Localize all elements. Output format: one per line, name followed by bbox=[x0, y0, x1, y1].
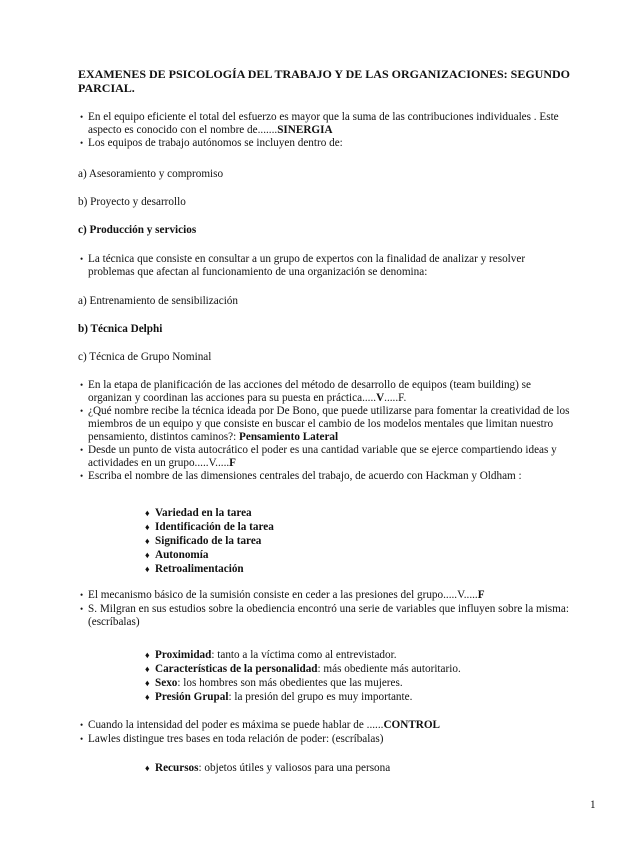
diamond-bullet-icon: ♦ bbox=[145, 508, 150, 518]
diamond-bullet-icon: ♦ bbox=[145, 564, 150, 574]
diamond-bullet-icon: ♦ bbox=[145, 664, 150, 674]
list-item: Significado de la tarea bbox=[155, 535, 262, 547]
q3-option-c: c) Técnica de Grupo Nominal bbox=[78, 351, 212, 363]
bullet-icon: • bbox=[80, 112, 84, 122]
doc-title: EXAMENES DE PSICOLOGÍA DEL TRABAJO Y DE LAS ORGANIZACIONES: SEGUNDO bbox=[78, 67, 570, 81]
q9-text: S. Milgran en sus estudios sobre la obediencia encontró una serie de variables que influyen sobre la misma: bbox=[88, 603, 569, 615]
q4-text: En la etapa de planificación de las acciones del método de desarrollo de equipos (team building) se bbox=[88, 379, 531, 391]
page-number: 1 bbox=[590, 799, 596, 811]
q1-text-2: aspecto es conocido con el nombre de.......SINERGIA bbox=[88, 124, 333, 136]
bullet-icon: • bbox=[80, 604, 84, 614]
q8-text: El mecanismo básico de la sumisión consiste en ceder a las presiones del grupo.....V.....F bbox=[88, 589, 485, 601]
q4-text-2: organizan y coordinan las acciones para su puesta en práctica.....V.....F. bbox=[88, 392, 407, 404]
list-item: Sexo: los hombres son más obedientes que las mujeres. bbox=[155, 677, 403, 689]
diamond-bullet-icon: ♦ bbox=[145, 678, 150, 688]
diamond-bullet-icon: ♦ bbox=[145, 522, 150, 532]
doc-title-cont: PARCIAL. bbox=[78, 81, 135, 95]
bullet-icon: • bbox=[80, 406, 84, 416]
list-item: Recursos: objetos útiles y valiosos para una persona bbox=[155, 762, 391, 774]
bullet-icon: • bbox=[80, 590, 84, 600]
diamond-bullet-icon: ♦ bbox=[145, 692, 150, 702]
list-item: Variedad en la tarea bbox=[155, 507, 252, 519]
bullet-icon: • bbox=[80, 380, 84, 390]
q6-text: Desde un punto de vista autocrático el poder es una cantidad variable que se ejerce compartiendo ideas y bbox=[88, 444, 557, 456]
q2-text: Los equipos de trabajo autónomos se incluyen dentro de: bbox=[88, 137, 343, 149]
q1-text: En el equipo eficiente el total del esfuerzo es mayor que la suma de las contribuciones individuales . Este bbox=[88, 111, 559, 123]
diamond-bullet-icon: ♦ bbox=[145, 763, 150, 773]
q2-option-c: c) Producción y servicios bbox=[78, 224, 197, 236]
bullet-icon: • bbox=[80, 138, 84, 148]
q6-text-2: actividades en un grupo.....V.....F bbox=[88, 457, 237, 469]
q2-option-b: b) Proyecto y desarrollo bbox=[78, 196, 186, 208]
list-item: Características de la personalidad: más obediente más autoritario. bbox=[155, 663, 461, 675]
q5-text-3: pensamiento, distintos caminos?: Pensamiento Lateral bbox=[88, 431, 339, 443]
q5-text: ¿Qué nombre recibe la técnica ideada por De Bono, que puede utilizarse para fomentar la creatividad de los bbox=[88, 405, 570, 417]
diamond-bullet-icon: ♦ bbox=[145, 536, 150, 546]
list-item: Identificación de la tarea bbox=[155, 521, 274, 533]
q3-text: La técnica que consiste en consultar a un grupo de expertos con la finalidad de analizar y resolver bbox=[88, 253, 526, 265]
bullet-icon: • bbox=[80, 445, 84, 455]
bullet-icon: • bbox=[80, 254, 84, 264]
q1-answer: SINERGIA bbox=[277, 124, 333, 136]
q5-text-2: miembros de un equipo y que consiste en buscar el cambio de los modelos mentales que limitan nuestro bbox=[88, 418, 554, 430]
list-item: Autonomía bbox=[155, 549, 209, 561]
diamond-bullet-icon: ♦ bbox=[145, 550, 150, 560]
list-item: Retroalimentación bbox=[155, 563, 244, 575]
list-item: Presión Grupal: la presión del grupo es muy importante. bbox=[155, 691, 413, 703]
diamond-bullet-icon: ♦ bbox=[145, 650, 150, 660]
q3-option-a: a) Entrenamiento de sensibilización bbox=[78, 295, 238, 307]
bullet-icon: • bbox=[80, 720, 84, 730]
q3-text-2: problemas que afectan al funcionamiento de una organización se denomina: bbox=[88, 266, 428, 278]
bullet-icon: • bbox=[80, 734, 84, 744]
bullet-icon: • bbox=[80, 471, 84, 481]
q11-text: Lawles distingue tres bases en toda relación de poder: (escríbalas) bbox=[88, 733, 384, 745]
q2-option-a: a) Asesoramiento y compromiso bbox=[78, 168, 224, 180]
q10-text: Cuando la intensidad del poder es máxima se puede hablar de ......CONTROL bbox=[88, 719, 441, 731]
q9-text-2: (escríbalas) bbox=[88, 616, 140, 628]
q7-text: Escriba el nombre de las dimensiones centrales del trabajo, de acuerdo con Hackman y Oldham : bbox=[88, 470, 522, 482]
q3-option-b: b) Técnica Delphi bbox=[78, 323, 163, 335]
list-item: Proximidad: tanto a la víctima como al entrevistador. bbox=[155, 649, 397, 661]
